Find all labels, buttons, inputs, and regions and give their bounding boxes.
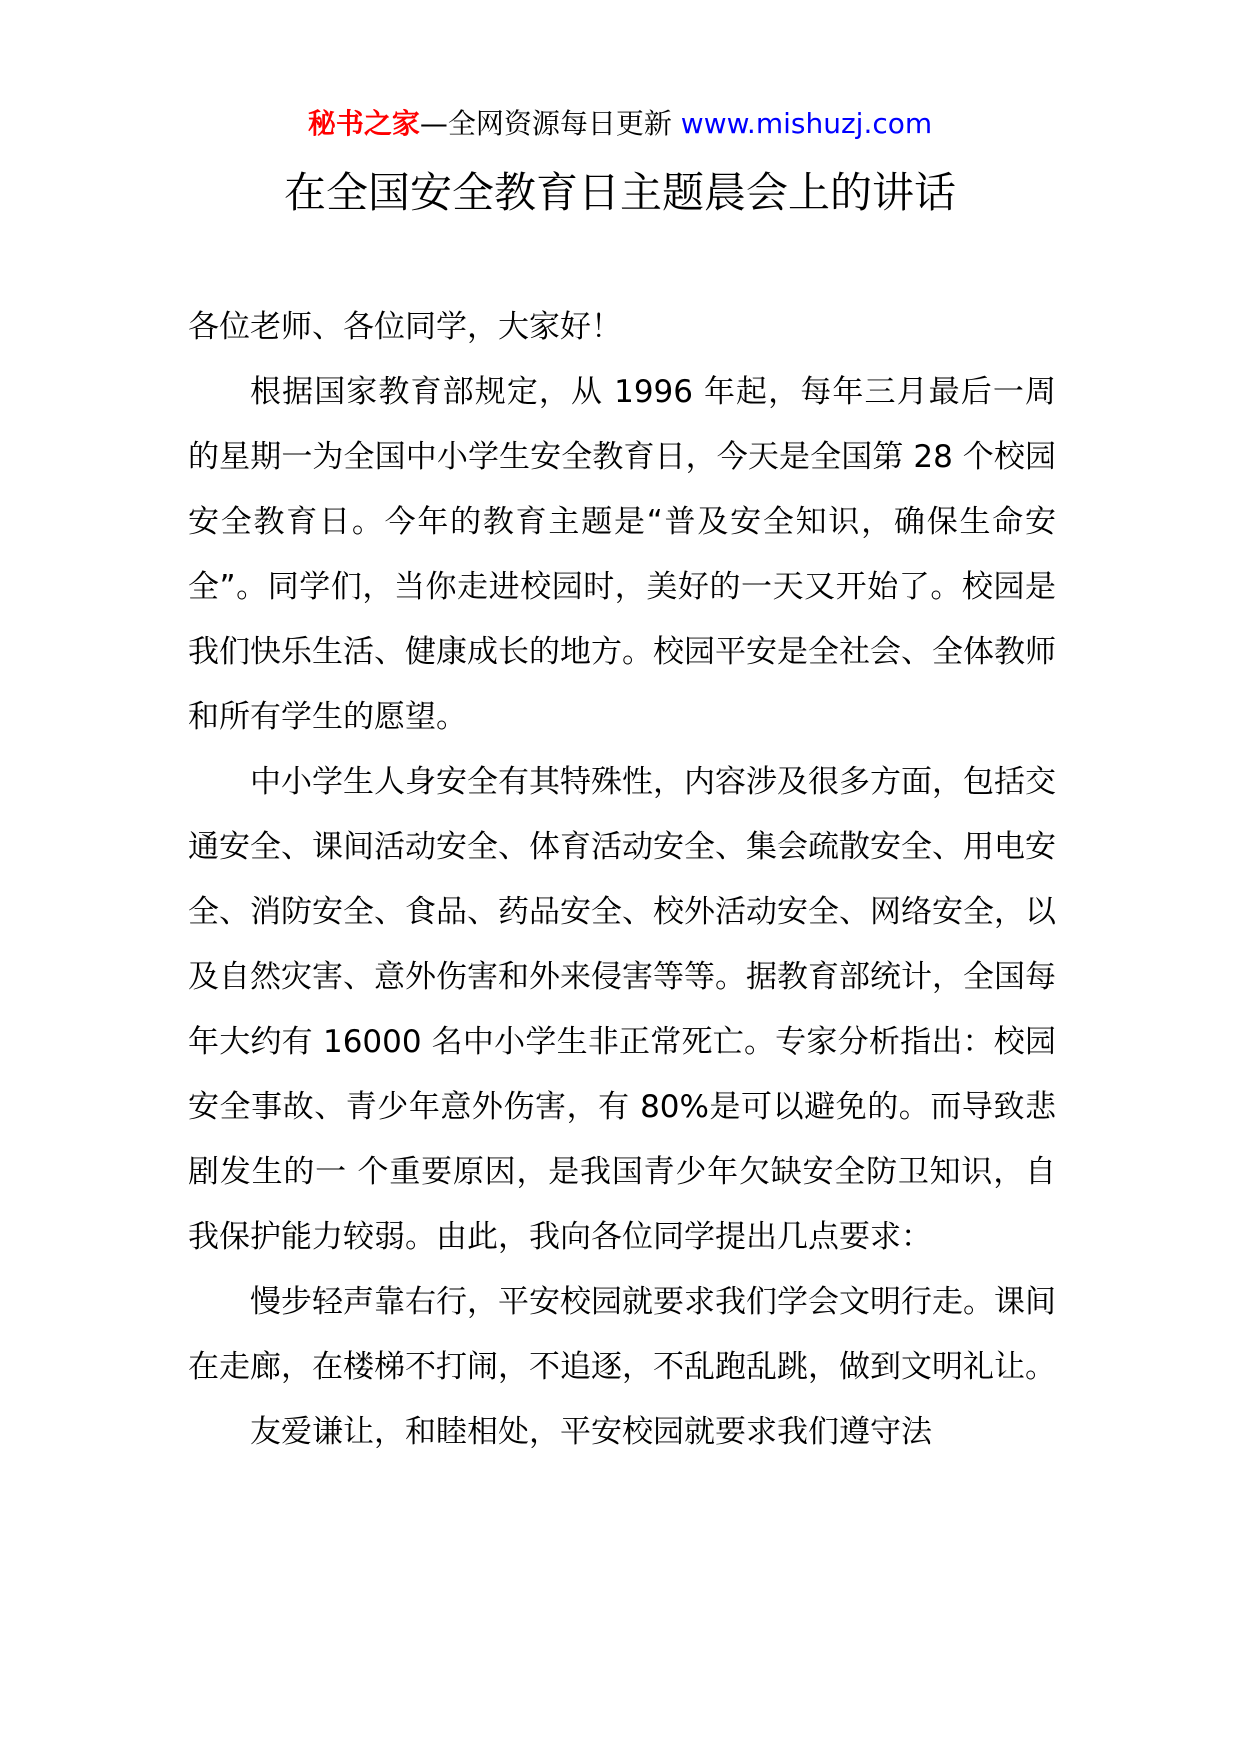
document-title: 在全国安全教育日主题晨会上的讲话 <box>283 168 956 217</box>
salutation-paragraph: 各位老师、各位同学，大家好！ <box>188 309 622 345</box>
brand-name: 秘书之家 <box>307 107 420 140</box>
site-url-link[interactable]: www.mishuzj.com <box>680 107 933 140</box>
site-header <box>0 104 1240 144</box>
body-paragraph: 根据国家教育部规定，从 1996 年起，每年三月最后一周的星期一为全国中小学生安全教育日，今天是全国第 28 个校园安全教育日。今年的教育主题是“普及安全知识，确保生命安全”。同学们，当你走进校园时，美好的一天又开始了。校园是我们快乐生活、健康成长的地方。校园平安是全社会、全体教师和所有学生的愿望。 <box>188 374 1056 735</box>
header-tagline: —全网资源每日更新 <box>419 107 672 140</box>
document-body <box>188 295 1056 1465</box>
body-paragraph: 中小学生人身安全有其特殊性，内容涉及很多方面，包括交通安全、课间活动安全、体育活动安全、集会疏散安全、用电安全、消防安全、食品、药品安全、校外活动安全、网络安全，以及自然灾害、意外伤害和外来侵害等等。据教育部统计，全国每年大约有 16000 名中小学生非正常死亡。专家分析指出：校园安全事故、青少年意外伤害，有 80%是可以避免的。而导致悲剧发生的一 个重要原因，是我国青少年欠缺安全防卫知识，自我保护能力较弱。由此，我向各位同学提出几点要求： <box>188 764 1056 1255</box>
body-paragraph: 慢步轻声靠右行，平安校园就要求我们学会文明行走。课间在走廊，在楼梯不打闹，不追逐，不乱跑乱跳，做到文明礼让。 <box>188 1284 1056 1385</box>
body-paragraph: 友爱谦让，和睦相处，平安校园就要求我们遵守法 <box>250 1414 932 1450</box>
